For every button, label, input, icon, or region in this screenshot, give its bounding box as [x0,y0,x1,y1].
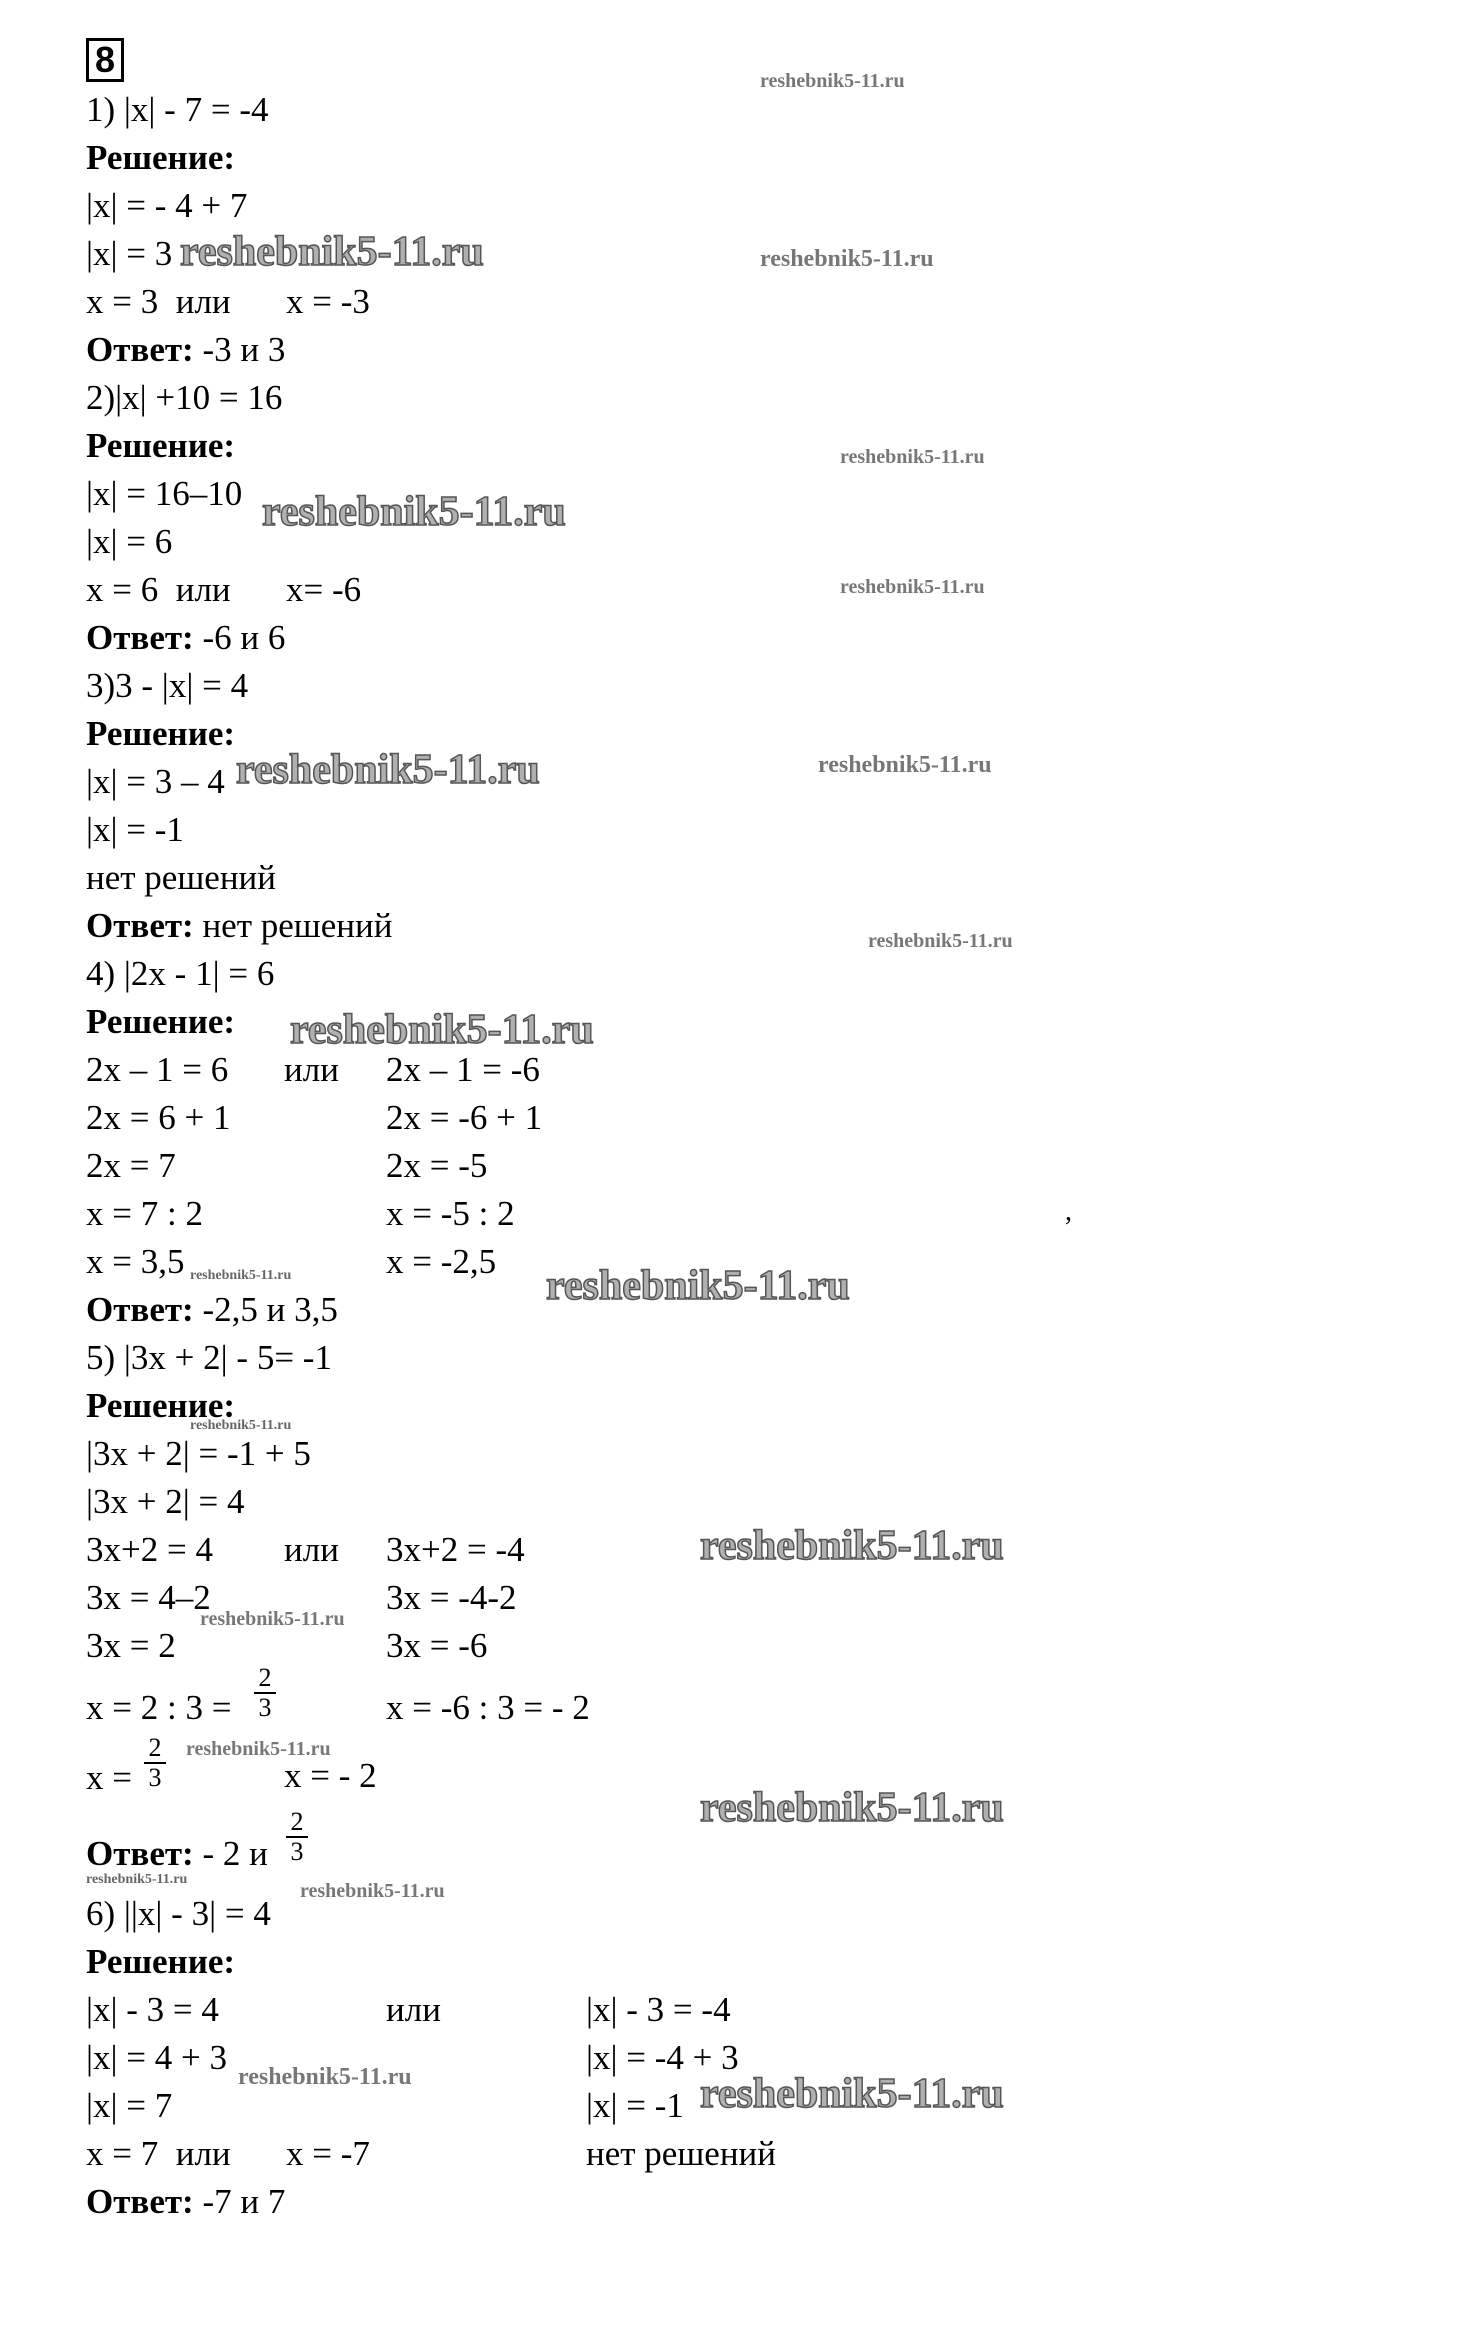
problem-6-line-4a: x = 7 или [86,2134,231,2173]
problem-6-line-1a: |x| - 3 = 4 [86,1990,219,2029]
problem-3-line-2: |x| = -1 [86,810,184,849]
problem-4-answer [86,1290,338,1330]
watermark-text: reshebnik5-11.ru [238,2064,412,2090]
watermark-text: reshebnik5-11.ru [236,747,540,793]
problem-6-line-4a2: x = -7 [286,2134,370,2173]
problem-4-line-1a: 2x – 1 = 6 [86,1050,229,1089]
fraction-numerator: 2 [286,1808,308,1838]
fraction-numerator: 2 [144,1734,166,1764]
problem-6-line-3a: |x| = 7 [86,2086,173,2125]
problem-6-line-1b: |x| - 3 = -4 [586,1990,731,2029]
problem-4-line-4a: x = 7 : 2 [86,1194,203,1233]
problem-2-line-3a: x = 6 или [86,570,231,609]
problem-6-solution-label: Решение: [86,1942,236,1981]
problem-4-line-3b: 2x = -5 [386,1146,488,1185]
problem-5-answer [86,1834,268,1874]
fraction-numerator: 2 [254,1664,276,1694]
problem-4-solution-label: Решение: [86,1002,236,1041]
answer-label: Ответ: [86,1290,194,1329]
problem-1-answer [86,330,285,370]
problem-5-line-7b: x = - 2 [284,1756,377,1795]
problem-5-line-2: |3x + 2| = 4 [86,1482,245,1521]
problem-5-line-3b: 3x+2 = -4 [386,1530,525,1569]
task-number: 8 [86,38,124,82]
watermark-text: reshebnik5-11.ru [840,446,985,468]
problem-2-title: 2)|x| +10 = 16 [86,378,283,417]
stray-mark: , [1065,1196,1072,1227]
fraction-denominator: 3 [258,1693,272,1722]
answer-value: - 2 и [193,1834,268,1873]
problem-6-line-3b: |x| = -1 [586,2086,684,2125]
watermark-text: reshebnik5-11.ru [262,489,566,535]
problem-5-line-5a: 3x = 2 [86,1626,176,1665]
problem-4-line-5a: x = 3,5 [86,1242,185,1281]
answer-label: Ответ: [86,330,194,369]
answer-label: Ответ: [86,2182,194,2221]
watermark-text: reshebnik5-11.ru [190,1418,292,1433]
fraction-two-thirds [286,1808,308,1866]
problem-3-solution-label: Решение: [86,714,236,753]
problem-4-line-3a: 2x = 7 [86,1146,176,1185]
problem-6-line-2a: |x| = 4 + 3 [86,2038,227,2077]
problem-2-line-3b: x= -6 [286,570,362,609]
answer-value: -2,5 и 3,5 [193,1290,338,1329]
problem-5-line-6b: x = -6 : 3 = - 2 [386,1688,590,1727]
watermark-text: reshebnik5-11.ru [818,752,992,778]
watermark-text: reshebnik5-11.ru [190,1268,292,1283]
answer-value: -7 и 7 [193,2182,286,2221]
problem-3-line-3: нет решений [86,858,277,897]
problem-5-line-3a: 3x+2 = 4 [86,1530,213,1569]
problem-5-solution-label: Решение: [86,1386,236,1425]
problem-3-line-1: |x| = 3 – 4 [86,762,225,801]
problem-1-title: 1) |x| - 7 = -4 [86,90,269,129]
problem-4-line-1-or: или [284,1050,339,1089]
watermark-text: reshebnik5-11.ru [546,1263,850,1309]
problem-1-line-3b: x = -3 [286,282,370,321]
problem-5-line-5b: 3x = -6 [386,1626,488,1665]
problem-1-solution-label: Решение: [86,138,236,177]
answer-value: -3 и 3 [193,330,286,369]
watermark-text: reshebnik5-11.ru [300,1880,445,1902]
answer-label: Ответ: [86,1834,194,1873]
watermark-text: reshebnik5-11.ru [840,576,985,598]
problem-4-line-2a: 2x = 6 + 1 [86,1098,231,1137]
problem-5-line-4b: 3x = -4-2 [386,1578,517,1617]
problem-2-answer [86,618,285,658]
problem-1-line-3a: x = 3 или [86,282,231,321]
watermark-text: reshebnik5-11.ru [700,1523,1004,1569]
watermark-text: reshebnik5-11.ru [290,1007,594,1053]
fraction-denominator: 3 [290,1837,304,1866]
problem-5-title: 5) |3x + 2| - 5= -1 [86,1338,332,1377]
problem-5-line-6a: x = 2 : 3 = [86,1688,232,1727]
problem-1-line-2: |x| = 3 [86,234,173,273]
problem-5-line-1: |3x + 2| = -1 + 5 [86,1434,311,1473]
fraction-two-thirds [254,1664,276,1722]
problem-5-line-3-or: или [284,1530,339,1569]
problem-3-title: 3)3 - |x| = 4 [86,666,249,705]
problem-5-line-7a: x = [86,1758,132,1797]
problem-4-line-4b: x = -5 : 2 [386,1194,515,1233]
watermark-text: reshebnik5-11.ru [700,2071,1004,2117]
problem-6-line-1-or: или [386,1990,441,2029]
problem-2-line-1: |x| = 16–10 [86,474,243,513]
problem-2-solution-label: Решение: [86,426,236,465]
watermark-text: reshebnik5-11.ru [760,246,934,272]
watermark-text: reshebnik5-11.ru [200,1608,345,1630]
watermark-text: reshebnik5-11.ru [868,930,1013,952]
answer-label: Ответ: [86,906,194,945]
watermark-text: reshebnik5-11.ru [186,1738,331,1760]
problem-1-line-1: |x| = - 4 + 7 [86,186,248,225]
problem-2-line-2: |x| = 6 [86,522,173,561]
answer-label: Ответ: [86,618,194,657]
problem-5-line-4a: 3x = 4–2 [86,1578,211,1617]
problem-3-answer [86,906,392,946]
watermark-text: reshebnik5-11.ru [760,70,905,92]
fraction-two-thirds [144,1734,166,1792]
problem-4-line-2b: 2x = -6 + 1 [386,1098,543,1137]
problem-4-title: 4) |2x - 1| = 6 [86,954,275,993]
problem-4-line-5b: x = -2,5 [386,1242,497,1281]
fraction-denominator: 3 [148,1763,162,1792]
watermark-text: reshebnik5-11.ru [180,229,484,275]
answer-value: -6 и 6 [193,618,286,657]
problem-6-title: 6) ||x| - 3| = 4 [86,1894,271,1933]
problem-4-line-1b: 2x – 1 = -6 [386,1050,540,1089]
problem-6-answer [86,2182,285,2222]
watermark-text: reshebnik5-11.ru [86,1872,188,1887]
answer-value: нет решений [193,906,393,945]
problem-6-line-4b: нет решений [586,2134,777,2173]
watermark-text: reshebnik5-11.ru [700,1785,1004,1831]
problem-6-line-2b: |x| = -4 + 3 [586,2038,739,2077]
